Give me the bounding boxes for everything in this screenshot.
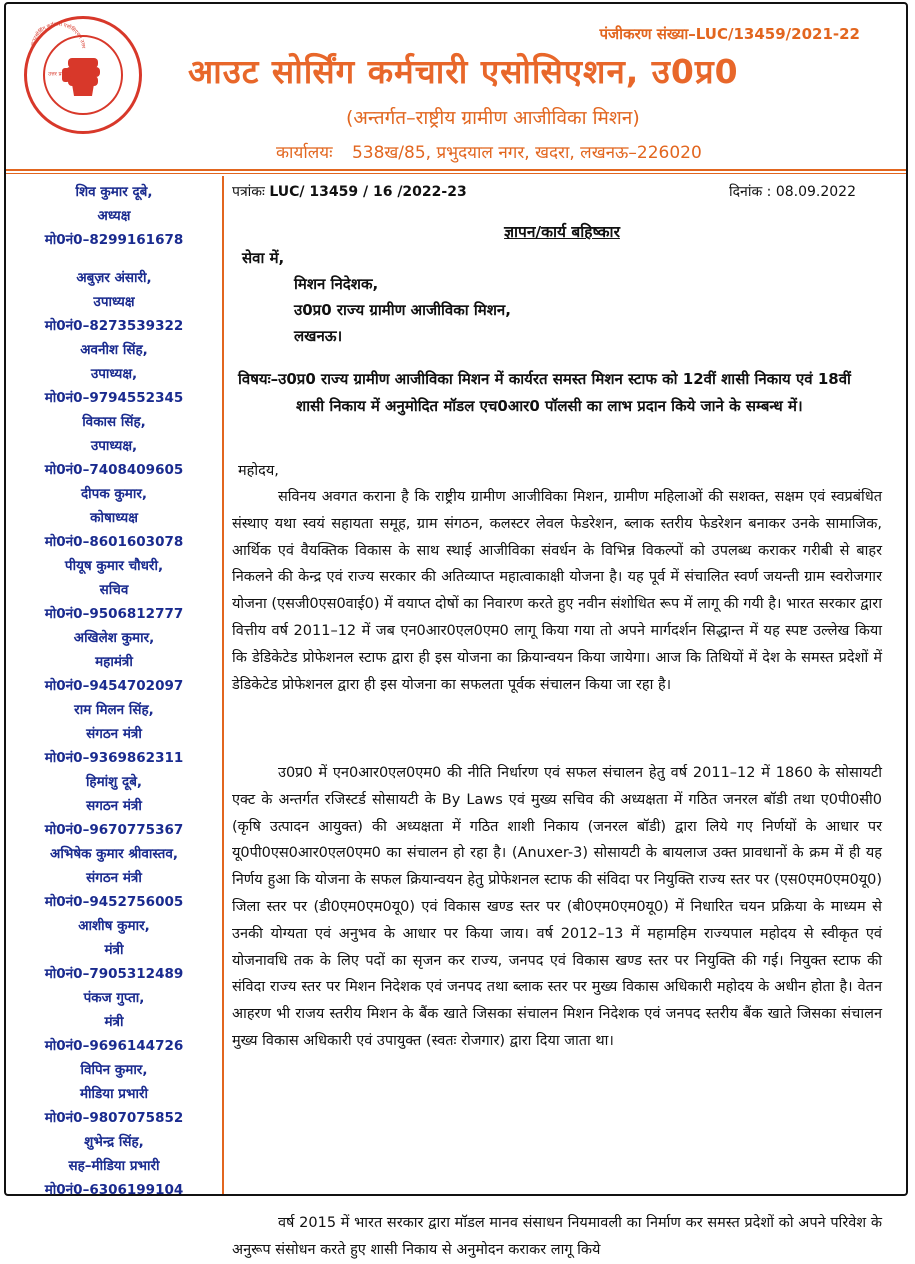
memo-title: ज्ञापन/कार्य बहिष्कार [504,223,620,241]
reference-label: पत्रांकः [232,184,265,200]
office-bearer-mobile: मो0नं0–9794552345 [44,390,184,406]
office-bearer-role: कोषाध्यक्ष [90,510,138,526]
organization-address [276,140,702,163]
office-bearer-mobile: मो0नं0–8601603078 [44,534,184,550]
body-paragraph: वर्ष 2015 में भारत सरकार द्वारा मॉडल मानव संसाधन नियमावली का निर्माण कर समस्त प्रदेशों को अपने परिवेश के अनुरूप संसोधन करते हुए शासी निकाय से अनुमोदन कराकर लागू किये [232,1215,882,1258]
spacer [6,252,222,266]
office-bearer-name: अवनीश सिंह, [80,342,148,358]
body-paragraph: उ0प्र0 में एन0आर0एल0एम0 की नीति निर्धारण एवं सफल संचालन हेतु वर्ष 2011–12 में 1860 के सोसायटी एक्ट के अन्तर्गत रजिस्टर्ड सोसायटी के By Laws एवं मुख्य सचिव की अध्यक्षता में गठित जनरल बॉडी तथा ए0पी0सी0 (कृषि उत्पादन आयुक्त) की अध्यक्षता में गठित शाशी निकाय (जनरल बॉडी) द्वारा लिये गए निर्णयों के आधार पर यू0पी0एस0आर0एल0एम0 का संचालन हो रहा है। (Anuxer-3) सोसायटी के बायलाज उक्त प्रावधानों के क्रम में ही यह निर्णय हुआ कि योजना के सफल क्रियान्वयन हेतु प्रोफेशनल स्टाफ की संविदा पर नियुक्ति राज्य स्तर पर (एस0एम0एम0यू0) जिला स्तर पर (डी0एम0एम0यू0) एवं विकास खण्ड स्तर पर (बी0एम0एम0यू0) में निधारित चयन प्रक्रिया के माध्यम से उनकी योग्यता एवं अनुभव के आधार पर किया जाय। वर्ष 2012–13 में महामहिम राज्यपाल महोदय से स्वीकृत एवं योजनावधि तक के लिए पदों का सृजन कर राज्य, जनपद एवं विकास खण्ड स्तर पर नियुक्ति की गई। नियुक्त स्टाफ की संविदा राज्य स्तर पर मिशन निदेशक एवं जनपद तथा ब्लाक स्तर पर मुख्य विकास अधिकारी महोदय के अधीन होता है। वेतन आहरण भी राजय स्तरीय मिशन के बैंक खाते जिसका संचालन मिशन निदेशक एवं जनपद स्तरीय बैंक खाते जिसका संचालन मुख्य विकास अधिकारी एवं उपायुक्त (स्वतः रोजगार) द्वारा दिया जाता था। [232,765,882,1049]
logo-ring-text [27,19,89,81]
office-bearer-role: महामंत्री [95,654,133,670]
office-bearer-name: हिमांशु दूबे, [85,774,143,790]
date-line [729,182,856,201]
office-bearer [6,1130,222,1202]
office-bearer-name: अबुज़र अंसारी, [76,270,152,286]
office-bearer-mobile: मो0नं0–9696144726 [44,1038,184,1054]
office-bearer-mobile: मो0नं0–7905312489 [44,966,184,982]
office-bearer-name: अभिषेक कुमार श्रीवास्तव, [50,846,178,862]
office-bearer-name: आशीष कुमार, [78,918,150,934]
reference-number: LUC/ 13459 / 16 /2022-23 [269,184,467,200]
office-bearer-mobile: मो0नं0–9506812777 [44,606,184,622]
recipient-line: लखनऊ। [294,327,343,345]
recipient-salutation: सेवा में, [242,249,285,267]
office-bearer-mobile: मो0नं0–9454702097 [44,678,184,694]
header-divider [6,169,906,171]
registration-number: पंजीकरण संख्या–LUC/13459/2021-22 [599,25,860,43]
office-bearer-mobile: मो0नं0–9369862311 [44,750,184,766]
office-bearer [6,180,222,252]
office-bearer [6,770,222,842]
office-bearer [6,626,222,698]
office-bearer-name: शिव कुमार दूबे, [75,184,153,200]
office-bearer-role: सह–मीडिया प्रभारी [68,1158,160,1174]
address-text: 538ख/85, प्रभुदयाल नगर, खदरा, लखनऊ–226020 [351,143,702,163]
office-bearer-role: मंत्री [104,942,124,958]
recipient-line: मिशन निदेशक, [294,275,379,293]
office-bearer [6,410,222,482]
office-bearer-name: विपिन कुमार, [80,1062,148,1078]
office-bearer-name: राम मिलन सिंह, [74,702,154,718]
office-bearer [6,482,222,554]
office-bearer-role: उपाध्यक्ष, [90,438,138,454]
svg-text:आउटसोर्सिंग कर्मचारी एसोसिएशन: आउटसोर्सिंग कर्मचारी एसोसिएशन उत्तर [29,21,87,49]
office-bearer-mobile: मो0नं0–6306199104 [44,1182,184,1198]
date-value: 08.09.2022 [775,184,856,200]
office-bearer-role: मंत्री [104,1014,124,1030]
office-bearer [6,698,222,770]
office-bearer-name: पंकज गुप्ता, [83,990,145,1006]
office-bearer-mobile: मो0नं0–9807075852 [44,1110,184,1126]
office-bearer [6,986,222,1058]
organization-name: आउट सोर्सिंग कर्मचारी एसोसिएशन, उ0प्र0 [188,52,739,91]
office-bearer-mobile: मो0नं0–7408409605 [44,462,184,478]
office-bearer [6,338,222,410]
body-paragraph: सविनय अवगत कराना है कि राष्ट्रीय ग्रामीण आजीविका मिशन, ग्रामीण महिलाओं की सशक्त, सक्षम एवं स्वप्रबंधित संस्थाए यथा स्वयं सहायता समूह, ग्राम संगठन, कलस्टर लेवल फेडरेशन, ब्लाक स्तरीय फेडरेशन बनाकर उनके सामाजिक, आर्थिक एवं वैयक्तिक विकास के साथ स्थाई आजीविका संवर्धन के विभिन्न विकल्पों को उपलब्ध कराकर गरीबी से बाहर निकलने की केन्द्र एवं राज्य सरकार की अतिव्याप्त महात्वाकाक्षी योजना है। यह पूर्व में संचालित स्वर्ण जयन्ती ग्राम स्वरोजगार योजना (एसजी0एस0वाई0) में वयाप्त दोषों का निवारण करते हुए नवीन संशोधित रूप में लागू की गयी है। भारत सरकार द्वारा वित्तीय वर्ष 2011–12 में जब एन0आर0एल0एम0 लागू किया गया तो अपने मार्गदर्शन सिद्धान्त में यह स्पष्ट उल्लेख किया कि डेडिकेटेड प्रोफेशनल स्टाफ द्वारा ही इस योजना का क्रियान्वयन किया जायेगा। आज कि तिथियों में देश के समस्त प्रदेशों में डेडिकेटेड प्रोफेशनल द्वारा ही इस योजना का सफलता पूर्वक संचालन किया जा रहा है। [232,489,882,693]
office-bearer-role: सचिव [99,582,129,598]
office-bearer [6,842,222,914]
letter-body [232,176,892,1258]
office-bearer-name: विकास सिंह, [82,414,146,430]
recipient-line: उ0प्र0 राज्य ग्रामीण आजीविका मिशन, [294,301,511,319]
reference-line [232,182,467,201]
office-bearer [6,554,222,626]
svg-text:उत्तर प्रदेश: उत्तर प्रदेश [48,71,68,78]
office-bearer-role: अध्यक्ष [97,208,131,224]
office-bearer [6,914,222,986]
subject-line: विषयः–उ0प्र0 राज्य ग्रामीण आजीविका मिशन में कार्यरत समस्त मिशन स्टाफ को 12वीं शासी निकाय एवं 18वीं शासी निकाय में अनुमोदित मॉडल एच0आर0 पॉलसी का लाभ प्रदान किये जाने के सम्बन्ध में। [238,370,851,415]
date-label: दिनांक : [729,184,772,200]
association-logo [24,16,142,134]
office-bearer-name: शुभेन्द्र सिंह, [84,1134,144,1150]
letterhead-page [4,2,908,1258]
office-bearer-role: सगठन मंत्री [86,798,142,814]
organization-subtitle: (अन्तर्गत–राष्ट्रीय ग्रामीण आजीविका मिशन) [346,107,640,129]
office-bearer-mobile: मो0नं0–9452756005 [44,894,184,910]
office-bearer-role: मीडिया प्रभारी [79,1086,148,1102]
office-bearer-name: दीपक कुमार, [81,486,147,502]
office-bearer-role: उपाध्यक्ष [93,294,135,310]
office-bearer [6,1058,222,1130]
header-divider-thin [6,173,906,174]
office-bearer-mobile: मो0नं0–8273539322 [44,318,184,334]
office-bearer-name: अखिलेश कुमार, [73,630,155,646]
office-bearer-role: उपाध्यक्ष, [90,366,138,382]
office-bearer-name: पीयूष कुमार चौधरी, [64,558,164,574]
office-bearers-sidebar [6,176,224,1198]
salutation: महोदय, [238,463,279,479]
address-label: कार्यालयः [276,143,333,163]
office-bearer-mobile: मो0नं0–9670775367 [44,822,184,838]
office-bearer-role: संगठन मंत्री [86,726,142,742]
office-bearer [6,266,222,338]
office-bearer-mobile: मो0नं0–8299161678 [44,232,184,248]
office-bearer-role: संगठन मंत्री [86,870,142,886]
